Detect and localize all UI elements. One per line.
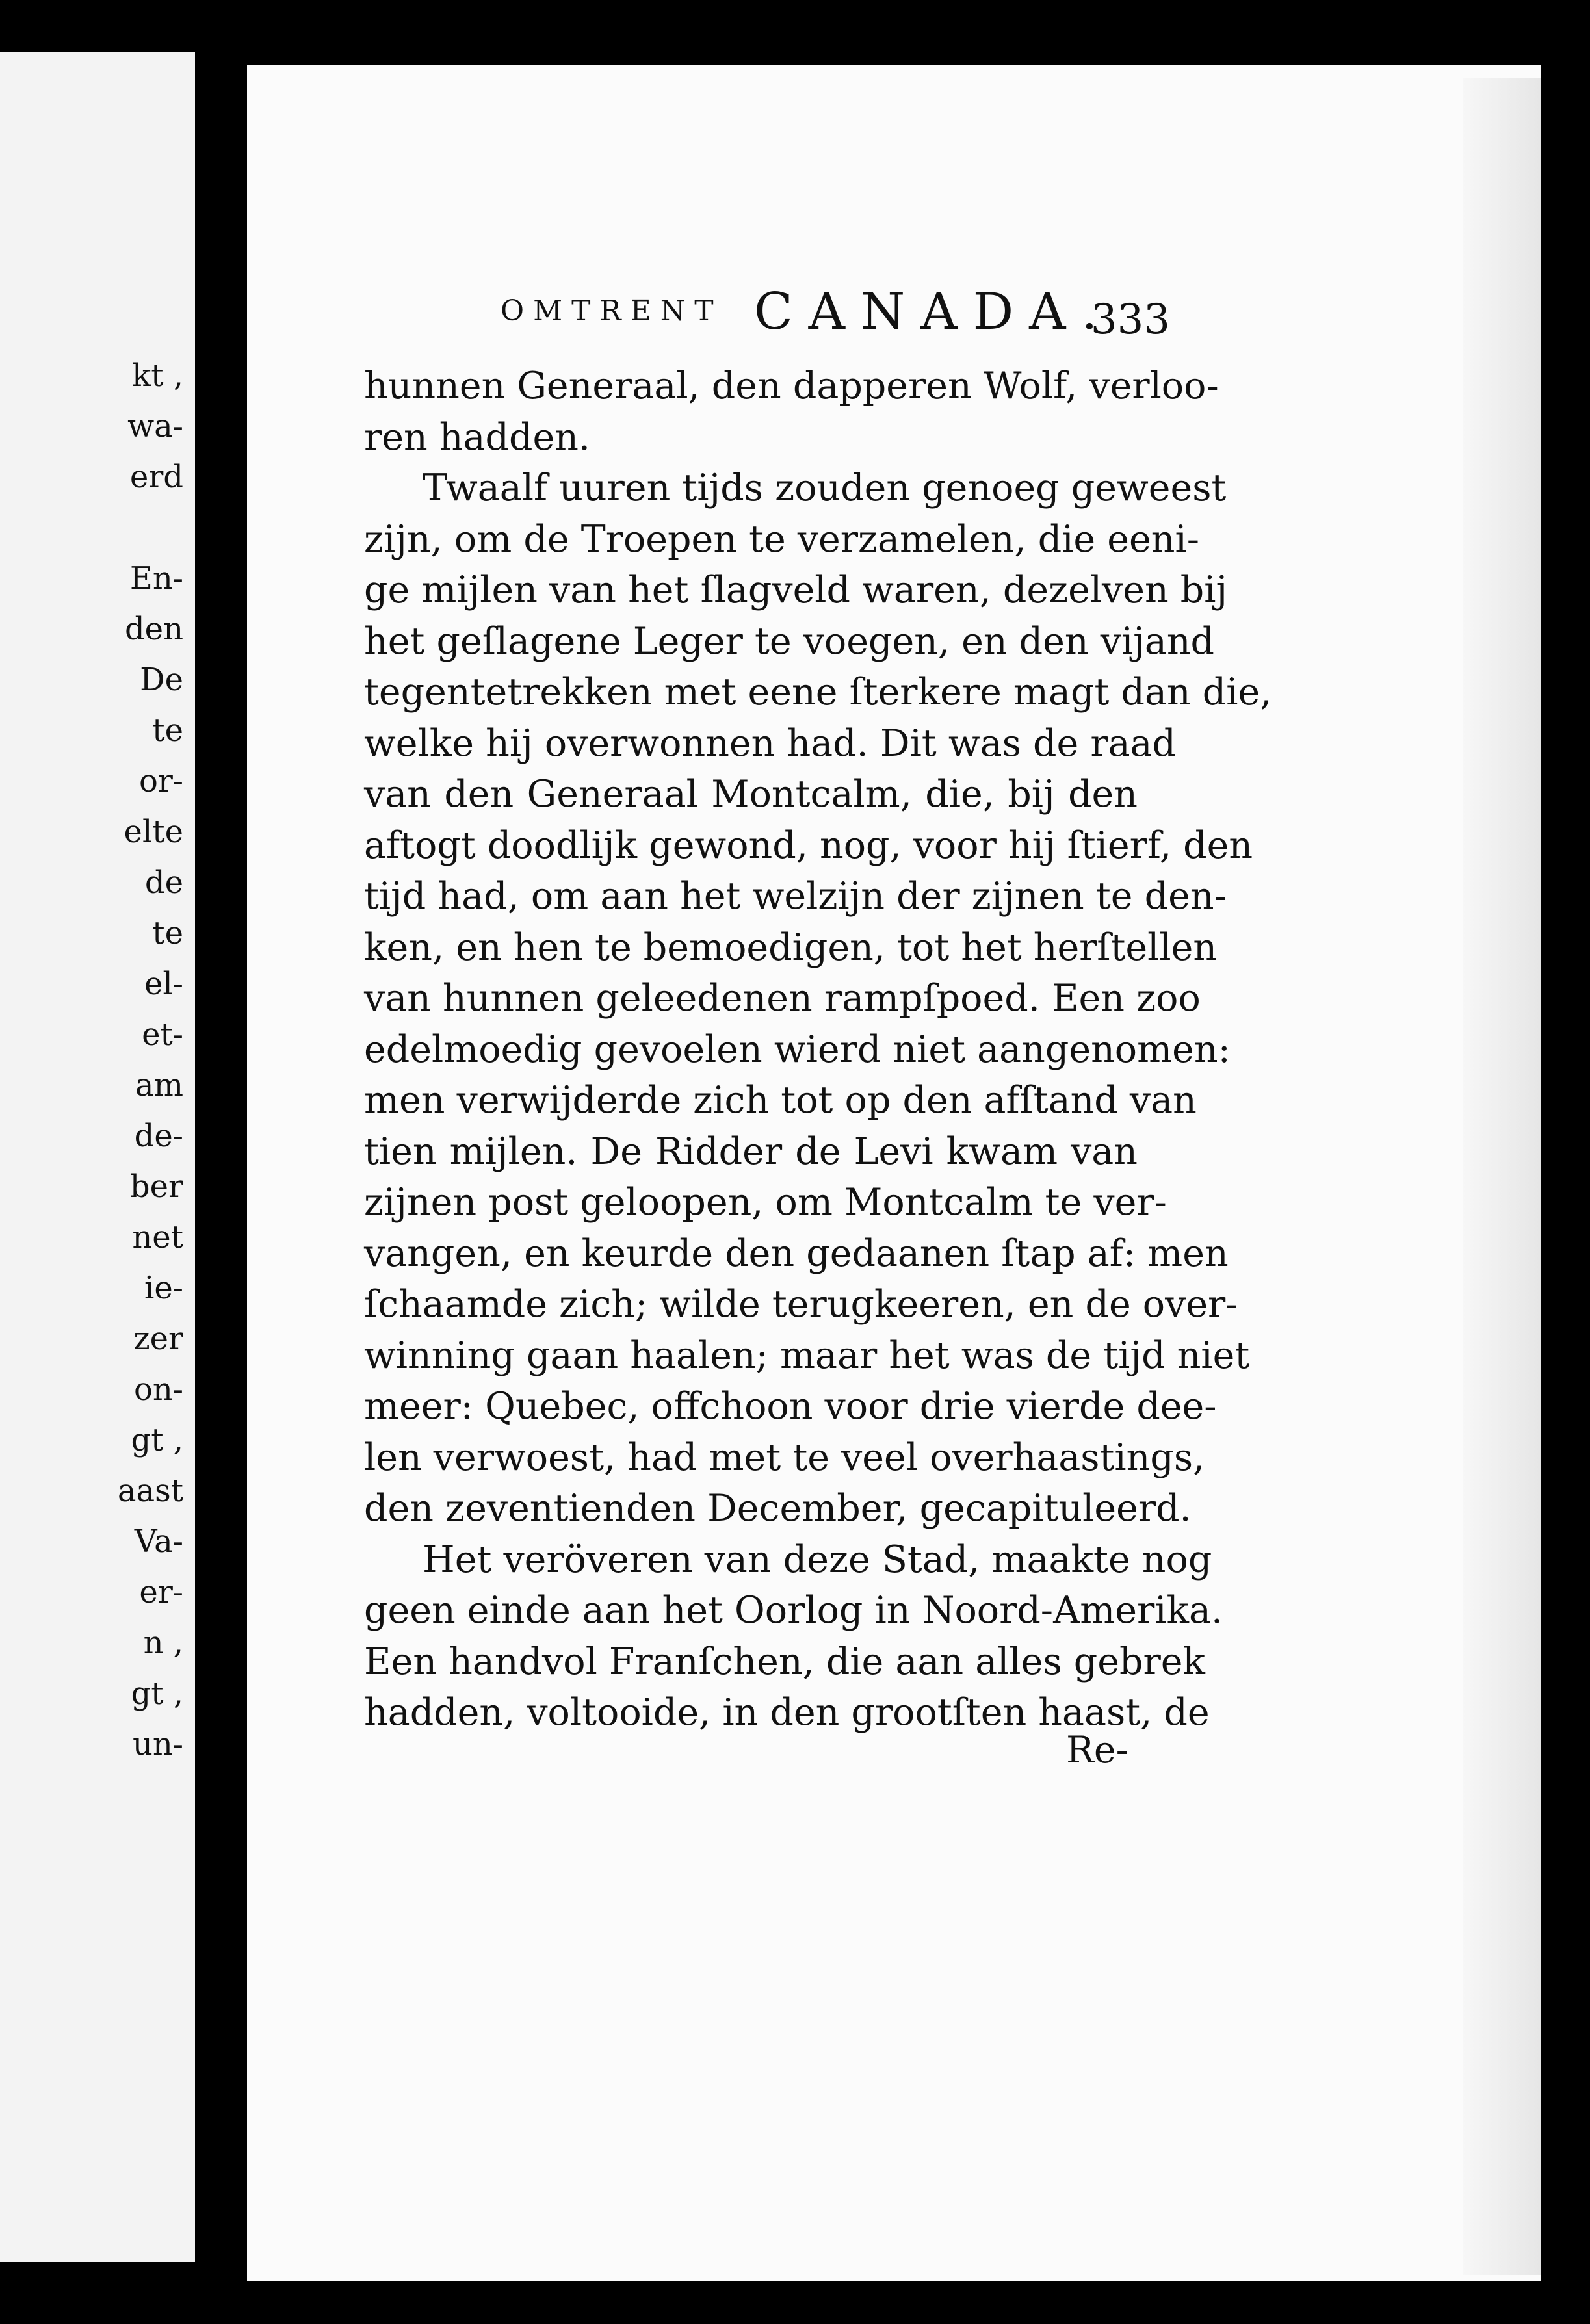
- text-line: len verwoest, had met te veel overhaastings,: [364, 1436, 1205, 1479]
- left-page-line: ie-: [144, 1270, 183, 1306]
- catchword: Re-: [1066, 1729, 1128, 1772]
- left-page-line: am: [135, 1067, 183, 1104]
- left-page-line: ber: [129, 1168, 183, 1205]
- text-line: hunnen Generaal, den dapperen Wolf, verloo-: [364, 365, 1219, 407]
- text-line: Een handvol Franſchen, die aan alles gebrek: [364, 1640, 1205, 1683]
- left-page-line: En-: [129, 560, 183, 597]
- left-page-line: erd: [129, 459, 183, 495]
- text-line: winning gaan haalen; maar het was de tijd niet: [364, 1334, 1250, 1377]
- left-page-line: de-: [134, 1118, 183, 1154]
- text-line: geen einde aan het Oorlog in Noord-Amerika.: [364, 1589, 1223, 1632]
- left-page-line: net: [132, 1219, 183, 1256]
- text-line: aftogt doodlijk gewond, nog, voor hij ſtierf, den: [364, 823, 1253, 867]
- text-line: Het veröveren van deze Stad, maakte nog: [423, 1538, 1212, 1581]
- left-page-line: kt ,: [132, 357, 183, 394]
- text-line: tegentetrekken met eene ſterkere magt dan die,: [364, 671, 1272, 714]
- text-line: het geſlagene Leger te voegen, en den vijand: [364, 619, 1215, 663]
- text-line: van hunnen geleedenen rampſpoed. Een zoo: [364, 977, 1201, 1020]
- text-line: hadden, voltooide, in den grootſten haast, de: [364, 1691, 1210, 1734]
- left-page-line: gt ,: [131, 1422, 183, 1458]
- left-page-line: elte: [124, 814, 183, 850]
- left-page-line: gt ,: [131, 1675, 183, 1712]
- text-line: tien mijlen. De Ridder de Levi kwam van: [364, 1130, 1138, 1173]
- body-text: [364, 361, 1272, 1738]
- text-line: welke hij overwonnen had. Dit was de raad: [364, 721, 1177, 765]
- left-page-line: un-: [132, 1726, 183, 1762]
- text-line: den zeventienden December, gecapituleerd.: [364, 1487, 1192, 1530]
- left-page-line: n ,: [143, 1625, 183, 1661]
- left-page-line: or-: [138, 763, 183, 799]
- left-page-line: zer: [133, 1321, 183, 1357]
- text-line: ken, en hen te bemoedigen, tot het herſtellen: [364, 925, 1218, 969]
- left-page-line: Va-: [134, 1523, 183, 1560]
- text-line: ſchaamde zich; wilde terugkeeren, en de over-: [364, 1283, 1238, 1326]
- text-line: van den Generaal Montcalm, die, bij den: [364, 773, 1138, 816]
- left-page-line: on-: [133, 1371, 183, 1408]
- left-page-line: aast: [117, 1473, 183, 1509]
- left-page-line: el-: [144, 966, 183, 1002]
- text-line: ren hadden.: [364, 415, 591, 459]
- text-line: edelmoedig gevoelen wierd niet aangenomen:: [364, 1027, 1231, 1071]
- left-page-line: wa-: [127, 408, 183, 445]
- left-page-line: er-: [139, 1574, 183, 1610]
- left-page-line: den: [124, 611, 183, 647]
- running-title-canada: CANADA.: [754, 283, 1114, 341]
- book-gutter: [195, 52, 247, 2262]
- text-line: zijn, om de Troepen te verzamelen, die eeni-: [364, 517, 1199, 561]
- left-page-line: te: [152, 712, 183, 749]
- text-line: men verwijderde zich tot op den afſtand van: [364, 1079, 1197, 1122]
- left-page-line: De: [140, 662, 183, 698]
- page-number: 333: [1090, 296, 1170, 344]
- page-edge: [1463, 78, 1541, 2275]
- text-line: Twaalf uuren tijds zouden genoeg geweest: [423, 467, 1227, 510]
- text-line: ge mijlen van het ſlagveld waren, dezelven bij: [364, 569, 1228, 612]
- text-line: zijnen post geloopen, om Montcalm te ver-: [364, 1181, 1167, 1224]
- left-page-line: et-: [142, 1016, 183, 1053]
- left-page-fragment: [0, 52, 195, 2262]
- text-line: tijd had, om aan het welzijn der zijnen te den-: [364, 875, 1227, 918]
- running-title-omtrent: OMTRENT: [501, 294, 723, 328]
- text-line: vangen, en keurde den gedaanen ſtap af: men: [364, 1232, 1229, 1275]
- text-line: meer: Quebec, offchoon voor drie vierde dee-: [364, 1385, 1217, 1428]
- left-page-line: te: [152, 915, 183, 951]
- running-header: [501, 283, 1170, 354]
- left-page-line: de: [144, 864, 183, 901]
